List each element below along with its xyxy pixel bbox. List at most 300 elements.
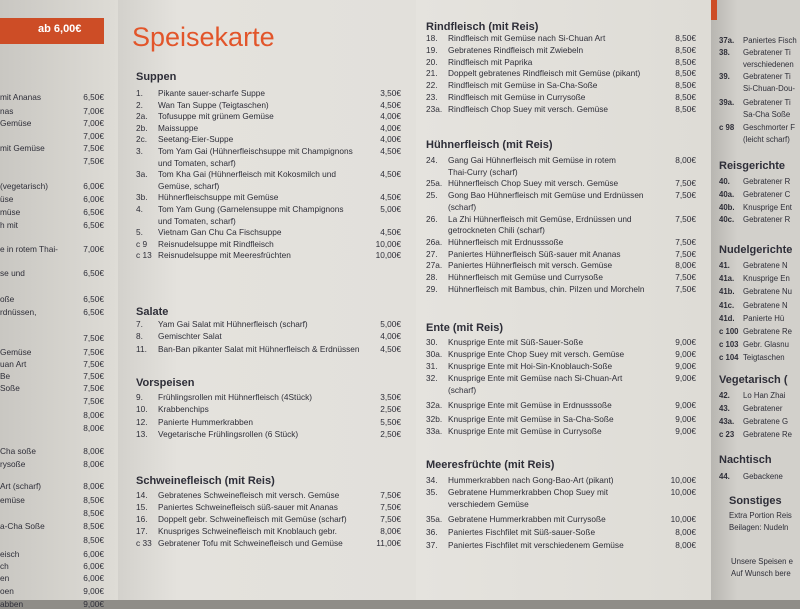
far-item-name: Gebratene Re bbox=[743, 430, 792, 439]
item-price: 4,00€ bbox=[380, 111, 401, 121]
left-item-name: h mit bbox=[0, 220, 18, 230]
item-price: 8,00€ bbox=[380, 526, 401, 536]
item-price: 4,00€ bbox=[380, 123, 401, 133]
item-name: Vietnam Gan Chu Ca Fischsuppe bbox=[158, 227, 282, 237]
item-name: Vegetarische Frühlingsrollen (6 Stück) bbox=[158, 429, 299, 439]
far-menu-row bbox=[719, 353, 785, 363]
item-price: 9,00€ bbox=[675, 349, 696, 359]
item-number: c 13 bbox=[136, 250, 152, 260]
section-title: Rindfleisch (mit Reis) bbox=[426, 21, 539, 33]
item-name: Rindfleisch mit Paprika bbox=[448, 57, 533, 67]
far-menu-row bbox=[719, 472, 783, 482]
left-item-name: uan Art bbox=[0, 359, 27, 369]
item-price: 3,50€ bbox=[380, 392, 401, 402]
left-item-name: Cha soße bbox=[0, 446, 36, 456]
item-name: Reisnudelsuppe mit Rindfleisch bbox=[158, 239, 274, 249]
item-number: 21. bbox=[426, 68, 438, 78]
item-name: Pikante sauer-scharfe Suppe bbox=[158, 88, 266, 98]
section-title: Reisgerichte bbox=[719, 160, 786, 172]
item-name: Gebratenes Schweinefleisch mit versch. Gemüse bbox=[158, 490, 340, 500]
item-name: Frühlingsrollen mit Hühnerfleisch (4Stück) bbox=[158, 392, 313, 402]
far-menu-row bbox=[719, 190, 790, 200]
far-item-name: Teigtaschen bbox=[743, 353, 785, 362]
left-item-price: 9,00€ bbox=[83, 599, 104, 609]
item-name: Knusprige Ente mit Gemüse in Sa-Cha-Soße bbox=[448, 414, 614, 424]
left-item-price: 6,00€ bbox=[83, 573, 104, 583]
item-number: 31. bbox=[426, 361, 438, 371]
item-name: Wan Tan Suppe (Teigtaschen) bbox=[158, 100, 269, 110]
item-name: Paniertes Fischfilet mit verschiedenem Gemüse bbox=[448, 540, 624, 550]
far-item-number: c 100 bbox=[719, 327, 739, 336]
far-item-name: Si-Chuan-Dou- bbox=[743, 84, 796, 93]
item-number: 24. bbox=[426, 155, 438, 165]
left-item-price: 7,50€ bbox=[83, 371, 104, 381]
far-item-name: Gebratener Ti bbox=[743, 98, 791, 107]
item-price: 8,50€ bbox=[675, 80, 696, 90]
item-name: Gebratene Hummerkrabben mit Currysoße bbox=[448, 514, 606, 524]
item-price: 3,50€ bbox=[380, 88, 401, 98]
left-item-price: 7,50€ bbox=[83, 143, 104, 153]
far-item-number: 39a. bbox=[719, 98, 735, 107]
other-line: Extra Portion Reis bbox=[729, 511, 792, 520]
section-title: Sonstiges bbox=[729, 495, 782, 507]
far-menu-row bbox=[719, 404, 782, 414]
left-item-price: 7,50€ bbox=[83, 347, 104, 357]
item-number: 15. bbox=[136, 502, 148, 512]
left-item-name: Art (scharf) bbox=[0, 481, 42, 491]
left-item-name: müse bbox=[0, 207, 21, 217]
item-price: 8,50€ bbox=[675, 57, 696, 67]
left-item-price: 8,00€ bbox=[83, 446, 104, 456]
item-price: 9,00€ bbox=[675, 414, 696, 424]
item-price: 4,00€ bbox=[380, 331, 401, 341]
left-item-price: 7,00€ bbox=[83, 131, 104, 141]
item-number: 2. bbox=[136, 100, 143, 110]
item-name: Rindfleisch mit Gemüse in Currysoße bbox=[448, 92, 586, 102]
item-name: Gang Gai Hühnerfleisch mit Gemüse in rotem bbox=[448, 155, 616, 165]
far-item-number: 40c. bbox=[719, 215, 735, 224]
far-item-name: Gebratener C bbox=[743, 190, 791, 199]
far-item-number: 41c. bbox=[719, 301, 735, 310]
item-price: 7,50€ bbox=[675, 178, 696, 188]
far-right-menu-panel bbox=[711, 0, 800, 600]
far-menu-row bbox=[719, 314, 784, 324]
left-item-price: 7,00€ bbox=[83, 118, 104, 128]
item-number: 8. bbox=[136, 331, 143, 341]
item-number: 35a. bbox=[426, 514, 443, 524]
item-price: 11,00€ bbox=[376, 538, 401, 548]
item-number: 25. bbox=[426, 190, 438, 200]
section-title: Schweinefleisch (mit Reis) bbox=[136, 475, 275, 487]
right-menu-panel bbox=[416, 0, 711, 600]
item-number: 34. bbox=[426, 475, 438, 485]
far-item-name: Panierte Hü bbox=[743, 314, 785, 323]
far-item-number: 41b. bbox=[719, 287, 735, 296]
far-item-number: 42. bbox=[719, 391, 730, 400]
far-item-name: Gebratene G bbox=[743, 417, 789, 426]
far-item-name: Gebratener Ti bbox=[743, 72, 791, 81]
item-price: 4,50€ bbox=[380, 344, 401, 354]
section-title: Ente (mit Reis) bbox=[426, 322, 504, 334]
item-price: 10,00€ bbox=[670, 475, 696, 485]
left-item-price: 8,50€ bbox=[83, 535, 104, 545]
far-item-name: Gebratene N bbox=[743, 261, 788, 270]
left-menu-panel bbox=[0, 0, 118, 609]
left-item-price: 6,50€ bbox=[83, 207, 104, 217]
item-name: Paniertes Fischfilet mit Süß-sauer-Soße bbox=[448, 527, 596, 537]
item-price: 9,00€ bbox=[675, 373, 696, 383]
left-item-price: 6,00€ bbox=[83, 561, 104, 571]
left-item-name: oen bbox=[0, 586, 14, 596]
far-menu-row bbox=[719, 203, 792, 213]
item-number: 30. bbox=[426, 337, 438, 347]
item-number: 19. bbox=[426, 45, 438, 55]
item-price: 9,00€ bbox=[675, 361, 696, 371]
item-price: 4,50€ bbox=[380, 100, 401, 110]
item-number: 14. bbox=[136, 490, 148, 500]
section-title: Meeresfrüchte (mit Reis) bbox=[426, 459, 555, 471]
far-menu-row bbox=[719, 135, 790, 145]
far-item-number: c 103 bbox=[719, 340, 739, 349]
item-name: getrockneten Chili (scharf) bbox=[448, 225, 545, 235]
far-item-number: 41. bbox=[719, 261, 730, 270]
footer-note: Auf Wunsch bere bbox=[731, 569, 791, 578]
far-item-name: Paniertes Fisch bbox=[743, 36, 797, 45]
item-number: c 33 bbox=[136, 538, 152, 548]
item-price: 5,00€ bbox=[380, 319, 401, 329]
item-number: 23. bbox=[426, 92, 438, 102]
item-price: 4,50€ bbox=[380, 146, 401, 156]
section-title: Suppen bbox=[136, 71, 177, 83]
far-item-number: c 23 bbox=[719, 430, 735, 439]
left-item-price: 6,00€ bbox=[83, 181, 104, 191]
item-name: Hühnerfleischsuppe mit Gemüse bbox=[158, 192, 279, 202]
item-price: 7,50€ bbox=[380, 502, 401, 512]
left-item-price: 8,50€ bbox=[83, 521, 104, 531]
left-item-price: 9,00€ bbox=[83, 586, 104, 596]
far-accent-strip bbox=[711, 0, 717, 20]
far-item-number: 38. bbox=[719, 48, 730, 57]
left-item-price: 6,50€ bbox=[83, 294, 104, 304]
item-name: Knusprige Ente mit Gemüse nach Si-Chuan-Art bbox=[448, 373, 623, 383]
menu-title: Speisekarte bbox=[132, 22, 275, 52]
item-name: Gong Bao Hühnerfleisch mit Gemüse und Erdnüssen bbox=[448, 190, 644, 200]
left-item-name: en bbox=[0, 573, 10, 583]
far-item-name: Gebratener Ti bbox=[743, 48, 791, 57]
item-name: Knuspriges Schweinefleisch mit Knoblauch gebr. bbox=[158, 526, 337, 536]
item-number: c 9 bbox=[136, 239, 148, 249]
item-name: Hühnerfleisch mit Erdnusssoße bbox=[448, 237, 564, 247]
far-item-name: Gebratene Nu bbox=[743, 287, 792, 296]
left-item-name: mit Gemüse bbox=[0, 143, 45, 153]
left-item-price: 8,00€ bbox=[83, 410, 104, 420]
item-name: Tofusuppe mit grünem Gemüse bbox=[158, 111, 274, 121]
item-number: 28. bbox=[426, 272, 438, 282]
item-price: 7,50€ bbox=[675, 284, 696, 294]
item-number: 35. bbox=[426, 487, 438, 497]
item-price: 9,00€ bbox=[675, 426, 696, 436]
far-menu-row bbox=[719, 36, 797, 46]
price-badge-label: ab 6,00€ bbox=[38, 23, 82, 35]
item-name: Thai-Curry (scharf) bbox=[448, 167, 518, 177]
item-number: 2c. bbox=[136, 134, 148, 144]
item-price: 8,50€ bbox=[675, 33, 696, 43]
item-name: La Zhi Hühnerfleisch mit Gemüse, Erdnüssen und bbox=[448, 214, 632, 224]
far-menu-row bbox=[719, 301, 788, 311]
item-number: 22. bbox=[426, 80, 438, 90]
section-title: Salate bbox=[136, 306, 169, 318]
item-number: 12. bbox=[136, 417, 148, 427]
item-price: 8,50€ bbox=[675, 104, 696, 114]
item-name: Knusprige Ente mit Gemüse in Erdnusssoße bbox=[448, 400, 612, 410]
item-number: 26. bbox=[426, 214, 438, 224]
item-number: 20. bbox=[426, 57, 438, 67]
item-name: Doppelt gebratenes Rindfleisch mit Gemüse (pikant) bbox=[448, 68, 641, 78]
left-item-price: 7,50€ bbox=[83, 359, 104, 369]
far-menu-row bbox=[719, 340, 789, 350]
item-name: Tom Kha Gai (Hühnerfleisch mit Kokosmilch und bbox=[158, 169, 336, 179]
item-price: 4,00€ bbox=[380, 134, 401, 144]
item-price: 10,00€ bbox=[375, 239, 401, 249]
item-name: Knusprige Ente mit Gemüse in Currysoße bbox=[448, 426, 602, 436]
item-number: 3. bbox=[136, 146, 143, 156]
item-name: Tom Yam Gai (Hühnerfleischsuppe mit Champignons bbox=[158, 146, 353, 156]
far-menu-row bbox=[719, 72, 791, 82]
far-item-number: 40b. bbox=[719, 203, 735, 212]
item-name: Gebratene Hummerkrabben Chop Suey mit bbox=[448, 487, 609, 497]
far-item-number: 43a. bbox=[719, 417, 735, 426]
item-name: Rindfleisch mit Gemüse nach Si-Chuan Art bbox=[448, 33, 606, 43]
item-number: 32. bbox=[426, 373, 438, 383]
item-number: 2a. bbox=[136, 111, 148, 121]
item-number: 3a. bbox=[136, 169, 148, 179]
item-number: 30a. bbox=[426, 349, 443, 359]
item-number: 9. bbox=[136, 392, 143, 402]
item-number: 3b. bbox=[136, 192, 148, 202]
far-menu-row bbox=[719, 215, 790, 225]
item-number: 27. bbox=[426, 249, 438, 259]
item-price: 4,50€ bbox=[380, 192, 401, 202]
left-item-price: 6,50€ bbox=[83, 92, 104, 102]
far-menu-row bbox=[719, 110, 790, 120]
item-name: Doppelt gebr. Schweinefleisch mit Gemüse (scharf) bbox=[158, 514, 347, 524]
item-number: 17. bbox=[136, 526, 148, 536]
section-title: Vorspeisen bbox=[136, 377, 195, 389]
left-item-name: mit Ananas bbox=[0, 92, 42, 102]
far-item-name: verschiedenen bbox=[743, 60, 794, 69]
far-menu-row bbox=[719, 98, 791, 108]
far-item-number: 40a. bbox=[719, 190, 735, 199]
item-price: 8,50€ bbox=[675, 92, 696, 102]
item-number: 4. bbox=[136, 204, 143, 214]
far-item-name: Geschmorter F bbox=[743, 123, 795, 132]
item-name: Hühnerfleisch Chop Suey mit versch. Gemüse bbox=[448, 178, 619, 188]
far-item-number: c 104 bbox=[719, 353, 739, 362]
item-name: (scharf) bbox=[448, 385, 477, 395]
far-item-number: 37a. bbox=[719, 36, 735, 45]
item-name: Paniertes Hühnerfleisch Süß-sauer mit Ananas bbox=[448, 249, 621, 259]
far-menu-row bbox=[719, 391, 785, 401]
item-number: 5. bbox=[136, 227, 143, 237]
far-item-number: 43. bbox=[719, 404, 730, 413]
far-item-name: Gebratener R bbox=[743, 215, 791, 224]
item-price: 5,00€ bbox=[380, 204, 401, 214]
left-item-price: 8,00€ bbox=[83, 459, 104, 469]
item-name: Panierte Hummerkrabben bbox=[158, 417, 253, 427]
far-item-name: Gebr. Glasnu bbox=[743, 340, 789, 349]
left-item-name: emüse bbox=[0, 495, 25, 505]
far-item-name: Gebratener R bbox=[743, 177, 791, 186]
far-menu-row bbox=[719, 274, 790, 284]
left-item-price: 7,50€ bbox=[83, 333, 104, 343]
section-title: Nachtisch bbox=[719, 454, 772, 466]
left-item-name: rdnüssen, bbox=[0, 307, 37, 317]
left-item-name: oße bbox=[0, 294, 15, 304]
item-number: 1. bbox=[136, 88, 143, 98]
item-price: 7,50€ bbox=[675, 272, 696, 282]
left-item-price: 8,50€ bbox=[83, 508, 104, 518]
item-number: 11. bbox=[136, 344, 147, 354]
far-item-name: Gebratene Re bbox=[743, 327, 792, 336]
far-item-number: 44. bbox=[719, 472, 730, 481]
left-item-name: nas bbox=[0, 106, 14, 116]
left-item-price: 6,00€ bbox=[83, 194, 104, 204]
far-menu-row bbox=[719, 60, 794, 70]
far-item-number: 40. bbox=[719, 177, 730, 186]
item-name: Gebratenes Rindfleisch mit Zwiebeln bbox=[448, 45, 584, 55]
far-item-name: Sa-Cha Soße bbox=[743, 110, 791, 119]
item-name: Gemüse, scharf) bbox=[158, 181, 220, 191]
far-menu-row bbox=[719, 287, 792, 297]
item-name: Hühnerfleisch mit Bambus, chin. Pilzen und Morcheln bbox=[448, 284, 645, 294]
item-price: 8,50€ bbox=[675, 45, 696, 55]
item-price: 7,50€ bbox=[675, 237, 696, 247]
item-number: 32a. bbox=[426, 400, 443, 410]
item-price: 8,00€ bbox=[675, 260, 696, 270]
item-number: 26a. bbox=[426, 237, 443, 247]
far-item-number: 41d. bbox=[719, 314, 735, 323]
left-item-name: se und bbox=[0, 268, 25, 278]
item-name: Knusprige Ente mit Süß-Sauer-Soße bbox=[448, 337, 584, 347]
left-item-name: Soße bbox=[0, 383, 20, 393]
item-name: Gebratener Tofu mit Schweinefleisch und Gemüse bbox=[158, 538, 343, 548]
item-price: 7,50€ bbox=[675, 249, 696, 259]
item-name: Reisnudelsuppe mit Meeresfrüchten bbox=[158, 250, 291, 260]
item-price: 8,00€ bbox=[675, 155, 696, 165]
far-item-name: Lo Han Zhai bbox=[743, 391, 786, 400]
item-name: Hühnerfleisch mit Gemüse und Currysoße bbox=[448, 272, 603, 282]
left-item-price: 6,50€ bbox=[83, 307, 104, 317]
left-item-price: 8,00€ bbox=[83, 481, 104, 491]
item-number: 37. bbox=[426, 540, 438, 550]
section-title: Vegetarisch ( bbox=[719, 374, 788, 386]
item-price: 4,50€ bbox=[380, 227, 401, 237]
item-number: 36. bbox=[426, 527, 438, 537]
item-number: 2b. bbox=[136, 123, 148, 133]
item-price: 7,50€ bbox=[675, 190, 696, 200]
item-number: 29. bbox=[426, 284, 438, 294]
item-name: Knusprige Ente mit Hoi-Sin-Knoblauch-Soße bbox=[448, 361, 613, 371]
item-price: 9,00€ bbox=[675, 337, 696, 347]
item-name: Knusprige Ente Chop Suey mit versch. Gemüse bbox=[448, 349, 625, 359]
item-name: Hummerkrabben nach Gong-Bao-Art (pikant) bbox=[448, 475, 614, 485]
section-title: Nudelgerichte bbox=[719, 244, 793, 256]
item-name: Yam Gai Salat mit Hühnerfleisch (scharf) bbox=[158, 319, 308, 329]
far-item-name: (leicht scharf) bbox=[743, 135, 790, 144]
left-item-name: Be bbox=[0, 371, 11, 381]
item-name: und Tomaten, scharf) bbox=[158, 158, 236, 168]
item-name: Rindfleisch mit Gemüse in Sa-Cha-Soße bbox=[448, 80, 598, 90]
left-item-price: 8,50€ bbox=[83, 495, 104, 505]
left-item-price: 6,50€ bbox=[83, 268, 104, 278]
left-item-price: 7,50€ bbox=[83, 383, 104, 393]
item-price: 7,50€ bbox=[380, 490, 401, 500]
item-price: 2,50€ bbox=[380, 429, 401, 439]
section-title: Hühnerfleisch (mit Reis) bbox=[426, 139, 553, 151]
item-price: 7,50€ bbox=[675, 214, 696, 224]
far-menu-row bbox=[719, 177, 790, 187]
middle-menu-panel bbox=[118, 0, 416, 600]
far-menu-row bbox=[719, 48, 791, 58]
far-item-name: Gebackene bbox=[743, 472, 783, 481]
left-item-name: abben bbox=[0, 599, 24, 609]
item-number: 27a. bbox=[426, 260, 443, 270]
far-item-name: Gebratener bbox=[743, 404, 783, 413]
left-item-name: Gemüse bbox=[0, 118, 32, 128]
item-price: 10,00€ bbox=[670, 514, 696, 524]
item-price: 2,50€ bbox=[380, 404, 401, 414]
left-item-price: 8,00€ bbox=[83, 423, 104, 433]
item-name: Paniertes Hühnerfleisch mit versch. Gemüse bbox=[448, 260, 613, 270]
left-item-price: 6,00€ bbox=[83, 549, 104, 559]
item-name: und Tomaten, scharf) bbox=[158, 216, 236, 226]
far-item-number: c 98 bbox=[719, 123, 735, 132]
item-name: Tom Yam Gung (Garnelensuppe mit Champignons bbox=[158, 204, 344, 214]
item-price: 8,00€ bbox=[675, 527, 696, 537]
left-item-price: 7,50€ bbox=[83, 156, 104, 166]
item-name: verschiedem Gemüse bbox=[448, 499, 529, 509]
item-name: Rindfleisch Chop Suey mit versch. Gemüse bbox=[448, 104, 609, 114]
item-number: 18. bbox=[426, 33, 438, 43]
item-name: Seetang-Eier-Suppe bbox=[158, 134, 234, 144]
item-number: 33a. bbox=[426, 426, 443, 436]
far-item-name: Knusprige Ent bbox=[743, 203, 792, 212]
item-price: 10,00€ bbox=[670, 487, 696, 497]
left-item-name: e in rotem Thai- bbox=[0, 244, 58, 254]
item-number: 7. bbox=[136, 319, 143, 329]
far-menu-row bbox=[719, 430, 792, 440]
far-item-number: 39. bbox=[719, 72, 730, 81]
item-price: 4,50€ bbox=[380, 169, 401, 179]
left-item-name: a-Cha Soße bbox=[0, 521, 45, 531]
item-number: 16. bbox=[136, 514, 148, 524]
item-number: 25a. bbox=[426, 178, 443, 188]
left-item-name: ch bbox=[0, 561, 9, 571]
item-number: 23a. bbox=[426, 104, 443, 114]
item-name: Krabbenchips bbox=[158, 404, 209, 414]
left-item-price: 7,00€ bbox=[83, 106, 104, 116]
item-name: Paniertes Schweinefleisch süß-sauer mit Ananas bbox=[158, 502, 338, 512]
far-item-name: Gebratene N bbox=[743, 301, 788, 310]
item-name: Ban-Ban pikanter Salat mit Hühnerfleisch & Erdnüssen bbox=[158, 344, 360, 354]
left-item-name: Gemüse bbox=[0, 347, 32, 357]
far-menu-row bbox=[719, 123, 795, 133]
left-item-name: (vegetarisch) bbox=[0, 181, 48, 191]
item-name: Gemischter Salat bbox=[158, 331, 222, 341]
item-price: 9,00€ bbox=[675, 400, 696, 410]
item-price: 7,50€ bbox=[380, 514, 401, 524]
left-item-price: 7,00€ bbox=[83, 244, 104, 254]
